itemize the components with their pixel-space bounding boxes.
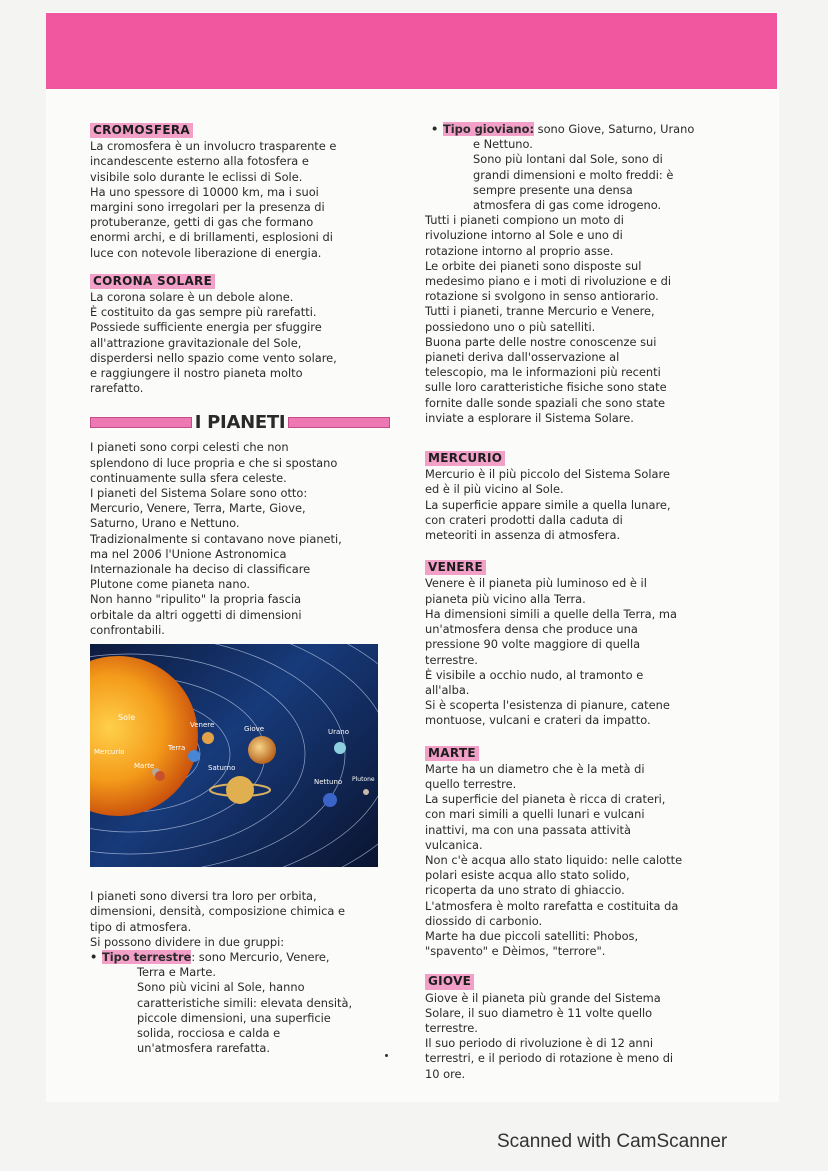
text-line: I pianeti del Sistema Solare sono otto: (90, 486, 308, 501)
text-line: protuberanze, getti di gas che formano (90, 215, 314, 230)
text-line: enormi archi, e di brillamenti, esplosioni di (90, 230, 333, 245)
text-line: 10 ore. (425, 1066, 466, 1081)
text-line: Non c'è acqua allo stato liquido: nelle calotte (425, 852, 683, 867)
heading-venere: VENERE (425, 560, 486, 575)
text-line: Si possono dividere in due gruppi: (90, 934, 285, 949)
venere-text (425, 576, 725, 728)
section-cromosfera (90, 123, 390, 261)
text-line: pianeti deriva dall'osservazione al (425, 350, 620, 365)
text-line: Non hanno "ripulito" la propria fascia (90, 592, 302, 607)
text-line: I pianeti sono corpi celesti che non (90, 440, 289, 455)
text-line: rivoluzione intorno al Sole e uno di (425, 228, 623, 243)
heading-cromosfera: CROMOSFERA (90, 123, 193, 138)
bullet-dot: • (90, 949, 98, 964)
label-plutone: Plutone (352, 776, 375, 784)
text-line: continuamente sulla sfera celeste. (90, 470, 287, 485)
text-line: e Nettuno. (473, 137, 533, 152)
text-line: sempre presente una densa (473, 182, 633, 197)
text-line: tipo di atmosfera. (90, 919, 192, 934)
cromosfera-text (90, 139, 390, 261)
text-line: Mercurio è il più piccolo del Sistema Solare (425, 467, 670, 482)
text-line: Venere è il pianeta più luminoso ed è il (425, 576, 647, 591)
jupiter (248, 736, 276, 764)
tipo-terrestre-label: Tipo terrestre (102, 949, 192, 964)
text-line: fornite dalle sonde spaziali che sono state (425, 395, 665, 410)
text-line: inviate a esplorare il Sistema Solare. (425, 410, 634, 425)
mars (155, 771, 165, 781)
venus (202, 732, 214, 744)
text-line: caratteristiche simili: elevata densità, (137, 995, 353, 1010)
text-line: e raggiungere il nostro pianeta molto (90, 366, 303, 381)
mercurio-text (425, 467, 725, 543)
text-line: vulcanica. (425, 837, 483, 852)
marte-text (425, 762, 725, 960)
uranus (334, 742, 346, 754)
text-line: polari esiste acqua allo stato solido, (425, 868, 630, 883)
label-nettuno: Nettuno (314, 778, 343, 787)
text-line: ed è il più vicino al Sole. (425, 482, 564, 497)
text-line: La superficie del pianeta è ricca di crateri, (425, 792, 666, 807)
text-line: dimensioni, densità, composizione chimica e (90, 904, 346, 919)
text-line: Giove è il pianeta più grande del Sistema (425, 990, 661, 1005)
terrestre-first-text: : sono Mercurio, Venere, (191, 949, 330, 964)
text-line: Possiede sufficiente energia per sfuggire (90, 320, 322, 335)
text-line: Tutti i pianeti, tranne Mercurio e Venere, (425, 304, 655, 319)
text-line: all'attrazione gravitazionale del Sole, (90, 335, 302, 350)
text-line: telescopio, ma le informazioni più recenti (425, 365, 661, 380)
label-venere: Venere (190, 721, 215, 730)
pianeti-text (90, 440, 390, 638)
text-line: ma nel 2006 l'Unione Astronomica (90, 546, 287, 561)
solar-system-figure (90, 644, 378, 867)
text-line: Sono più vicini al Sole, hanno (137, 980, 305, 995)
text-line: pianeta più vicino alla Terra. (425, 591, 586, 606)
left-column (90, 123, 390, 1056)
text-line: solida, rocciosa e calda e (137, 1025, 281, 1040)
label-marte: Marte (134, 762, 155, 771)
text-line: Si è scoperta l'esistenza di pianure, catene (425, 698, 670, 713)
camscanner-footer: Scanned with CamScanner (497, 1131, 728, 1152)
text-line: medesimo piano e i moti di rivoluzione e di (425, 274, 671, 289)
text-line: orbitale da altri oggetti di dimensioni (90, 607, 302, 622)
text-line: Buona parte delle nostre conoscenze sui (425, 334, 657, 349)
moto-text (425, 213, 725, 426)
text-line: diossido di carbonio. (425, 913, 543, 928)
pianeti-title-row (90, 412, 390, 432)
text-line: all'alba. (425, 682, 470, 697)
text-line: un'atmosfera densa che produce una (425, 622, 638, 637)
section-giove (425, 974, 725, 1081)
text-line: con crateri prodotti dalla caduta di (425, 512, 623, 527)
text-line: atmosfera di gas come idrogeno. (473, 198, 662, 213)
giove-text (425, 991, 725, 1082)
solar-system-svg (90, 644, 378, 867)
text-line: Tutti i pianeti compiono un moto di (425, 213, 624, 228)
text-line: ricoperta da uno strato di ghiaccio. (425, 883, 625, 898)
saturn (226, 776, 254, 804)
text-line: La cromosfera è un involucro trasparente e (90, 139, 337, 154)
gioviano-text (425, 137, 725, 213)
label-terra: Terra (168, 744, 186, 753)
text-line: un'atmosfera rarefatta. (137, 1041, 270, 1056)
text-line: rarefatto. (90, 381, 144, 396)
pluto (363, 789, 369, 795)
text-line: Internazionale ha deciso di classificare (90, 562, 311, 577)
text-line: È visibile a occhio nudo, al tramonto e (425, 667, 644, 682)
gioviano-first-line (443, 122, 694, 137)
corona-text (90, 290, 390, 396)
text-line: Sono più lontani dal Sole, sono di (473, 152, 663, 167)
text-line: terrestri, e il periodo di rotazione è meno di (425, 1051, 674, 1066)
text-line: inattivi, ma con una passata attività (425, 822, 631, 837)
bullet-dot: • (431, 122, 439, 136)
sun (90, 656, 198, 816)
text-line: visibile solo durante le eclissi di Sole. (90, 169, 303, 184)
text-line: grandi dimensioni e molto freddi: è (473, 167, 674, 182)
text-line: Marte ha due piccoli satelliti: Phobos, (425, 928, 639, 943)
stray-dot (385, 1054, 388, 1057)
text-line: Saturno, Urano e Nettuno. (90, 516, 240, 531)
label-giove: Giove (244, 725, 265, 734)
text-line: splendono di luce propria e che si spostano (90, 455, 338, 470)
section-corona-solare (90, 274, 390, 397)
text-line: Mercurio, Venere, Terra, Marte, Giove, (90, 501, 306, 516)
text-line: La superficie appare simile a quella lunare, (425, 497, 671, 512)
terrestre-text (90, 965, 390, 1056)
text-line: terrestre. (425, 652, 478, 667)
tipo-gioviano-label: Tipo gioviano: (443, 122, 535, 136)
text-line: sulle loro caratteristiche fisiche sono state (425, 380, 667, 395)
pink-header-band (46, 13, 777, 89)
text-line: L'atmosfera è molto rarefatta e costituita da (425, 898, 679, 913)
text-line: Il suo periodo di rivoluzione è di 12 anni (425, 1036, 654, 1051)
section-marte (425, 746, 725, 960)
title-bar-right (288, 417, 390, 428)
text-line: possiedono uno o più satelliti. (425, 319, 596, 334)
text-line: quello terrestre. (425, 776, 517, 791)
text-line: pressione 90 volte maggiore di quella (425, 637, 641, 652)
text-line: I pianeti sono diversi tra loro per orbita, (90, 889, 317, 904)
section-venere (425, 560, 725, 728)
text-line: Terra e Marte. (137, 965, 217, 980)
text-line: montuose, vulcani e crateri da impatto. (425, 713, 651, 728)
label-sole: Sole (118, 713, 136, 723)
text-line: piccole dimensioni, una superficie (137, 1010, 331, 1025)
diversi-text (90, 889, 390, 950)
label-saturno: Saturno (208, 764, 236, 773)
text-line: luce con notevole liberazione di energia. (90, 245, 322, 260)
heading-corona-solare: CORONA SOLARE (90, 274, 215, 289)
text-line: È costituito da gas sempre più rarefatti. (90, 305, 317, 320)
bullet-gioviano (425, 122, 725, 137)
section-moto (425, 213, 725, 426)
text-line: margini sono irregolari per la presenza di (90, 200, 325, 215)
text-line: terrestre. (425, 1020, 478, 1035)
text-line: meteoriti in assenza di atmosfera. (425, 528, 621, 543)
text-line: Marte ha un diametro che è la metà di (425, 761, 645, 776)
terrestre-first-line (102, 950, 330, 965)
heading-giove: GIOVE (425, 974, 474, 989)
section-mercurio (425, 451, 725, 543)
text-line: rotazione si svolgono in senso antiorario. (425, 289, 659, 304)
label-urano: Urano (328, 728, 350, 737)
heading-marte: MARTE (425, 746, 479, 761)
right-column (425, 122, 725, 1095)
text-line: La corona solare è un debole alone. (90, 290, 294, 305)
text-line: incandescente esterno alla fotosfera e (90, 154, 309, 169)
gioviano-first-text: sono Giove, Saturno, Urano (534, 122, 695, 136)
bullet-terrestre (90, 950, 390, 965)
text-line: "spavento" e Dèimos, "terrore". (425, 944, 606, 959)
neptune (323, 793, 337, 807)
text-line: con mari simili a quelli lunari e vulcani (425, 807, 645, 822)
text-line: rotazione intorno al proprio asse. (425, 243, 614, 258)
text-line: Tradizionalmente si contavano nove pianeti, (90, 531, 342, 546)
heading-mercurio: MERCURIO (425, 451, 505, 466)
text-line: Le orbite dei pianeti sono disposte sul (425, 258, 642, 273)
label-mercurio: Mercurio (94, 748, 125, 757)
title-bar-left (90, 417, 192, 428)
text-line: disperdersi nello spazio come vento solare, (90, 350, 337, 365)
pianeti-title: I PIANETI (194, 411, 286, 433)
text-line: confrontabili. (90, 622, 165, 637)
text-line: Ha dimensioni simili a quelle della Terra, ma (425, 606, 677, 621)
text-line: Plutone come pianeta nano. (90, 577, 250, 592)
earth (188, 750, 200, 762)
text-line: Ha uno spessore di 10000 km, ma i suoi (90, 184, 319, 199)
text-line: Solare, il suo diametro è 11 volte quello (425, 1005, 653, 1020)
